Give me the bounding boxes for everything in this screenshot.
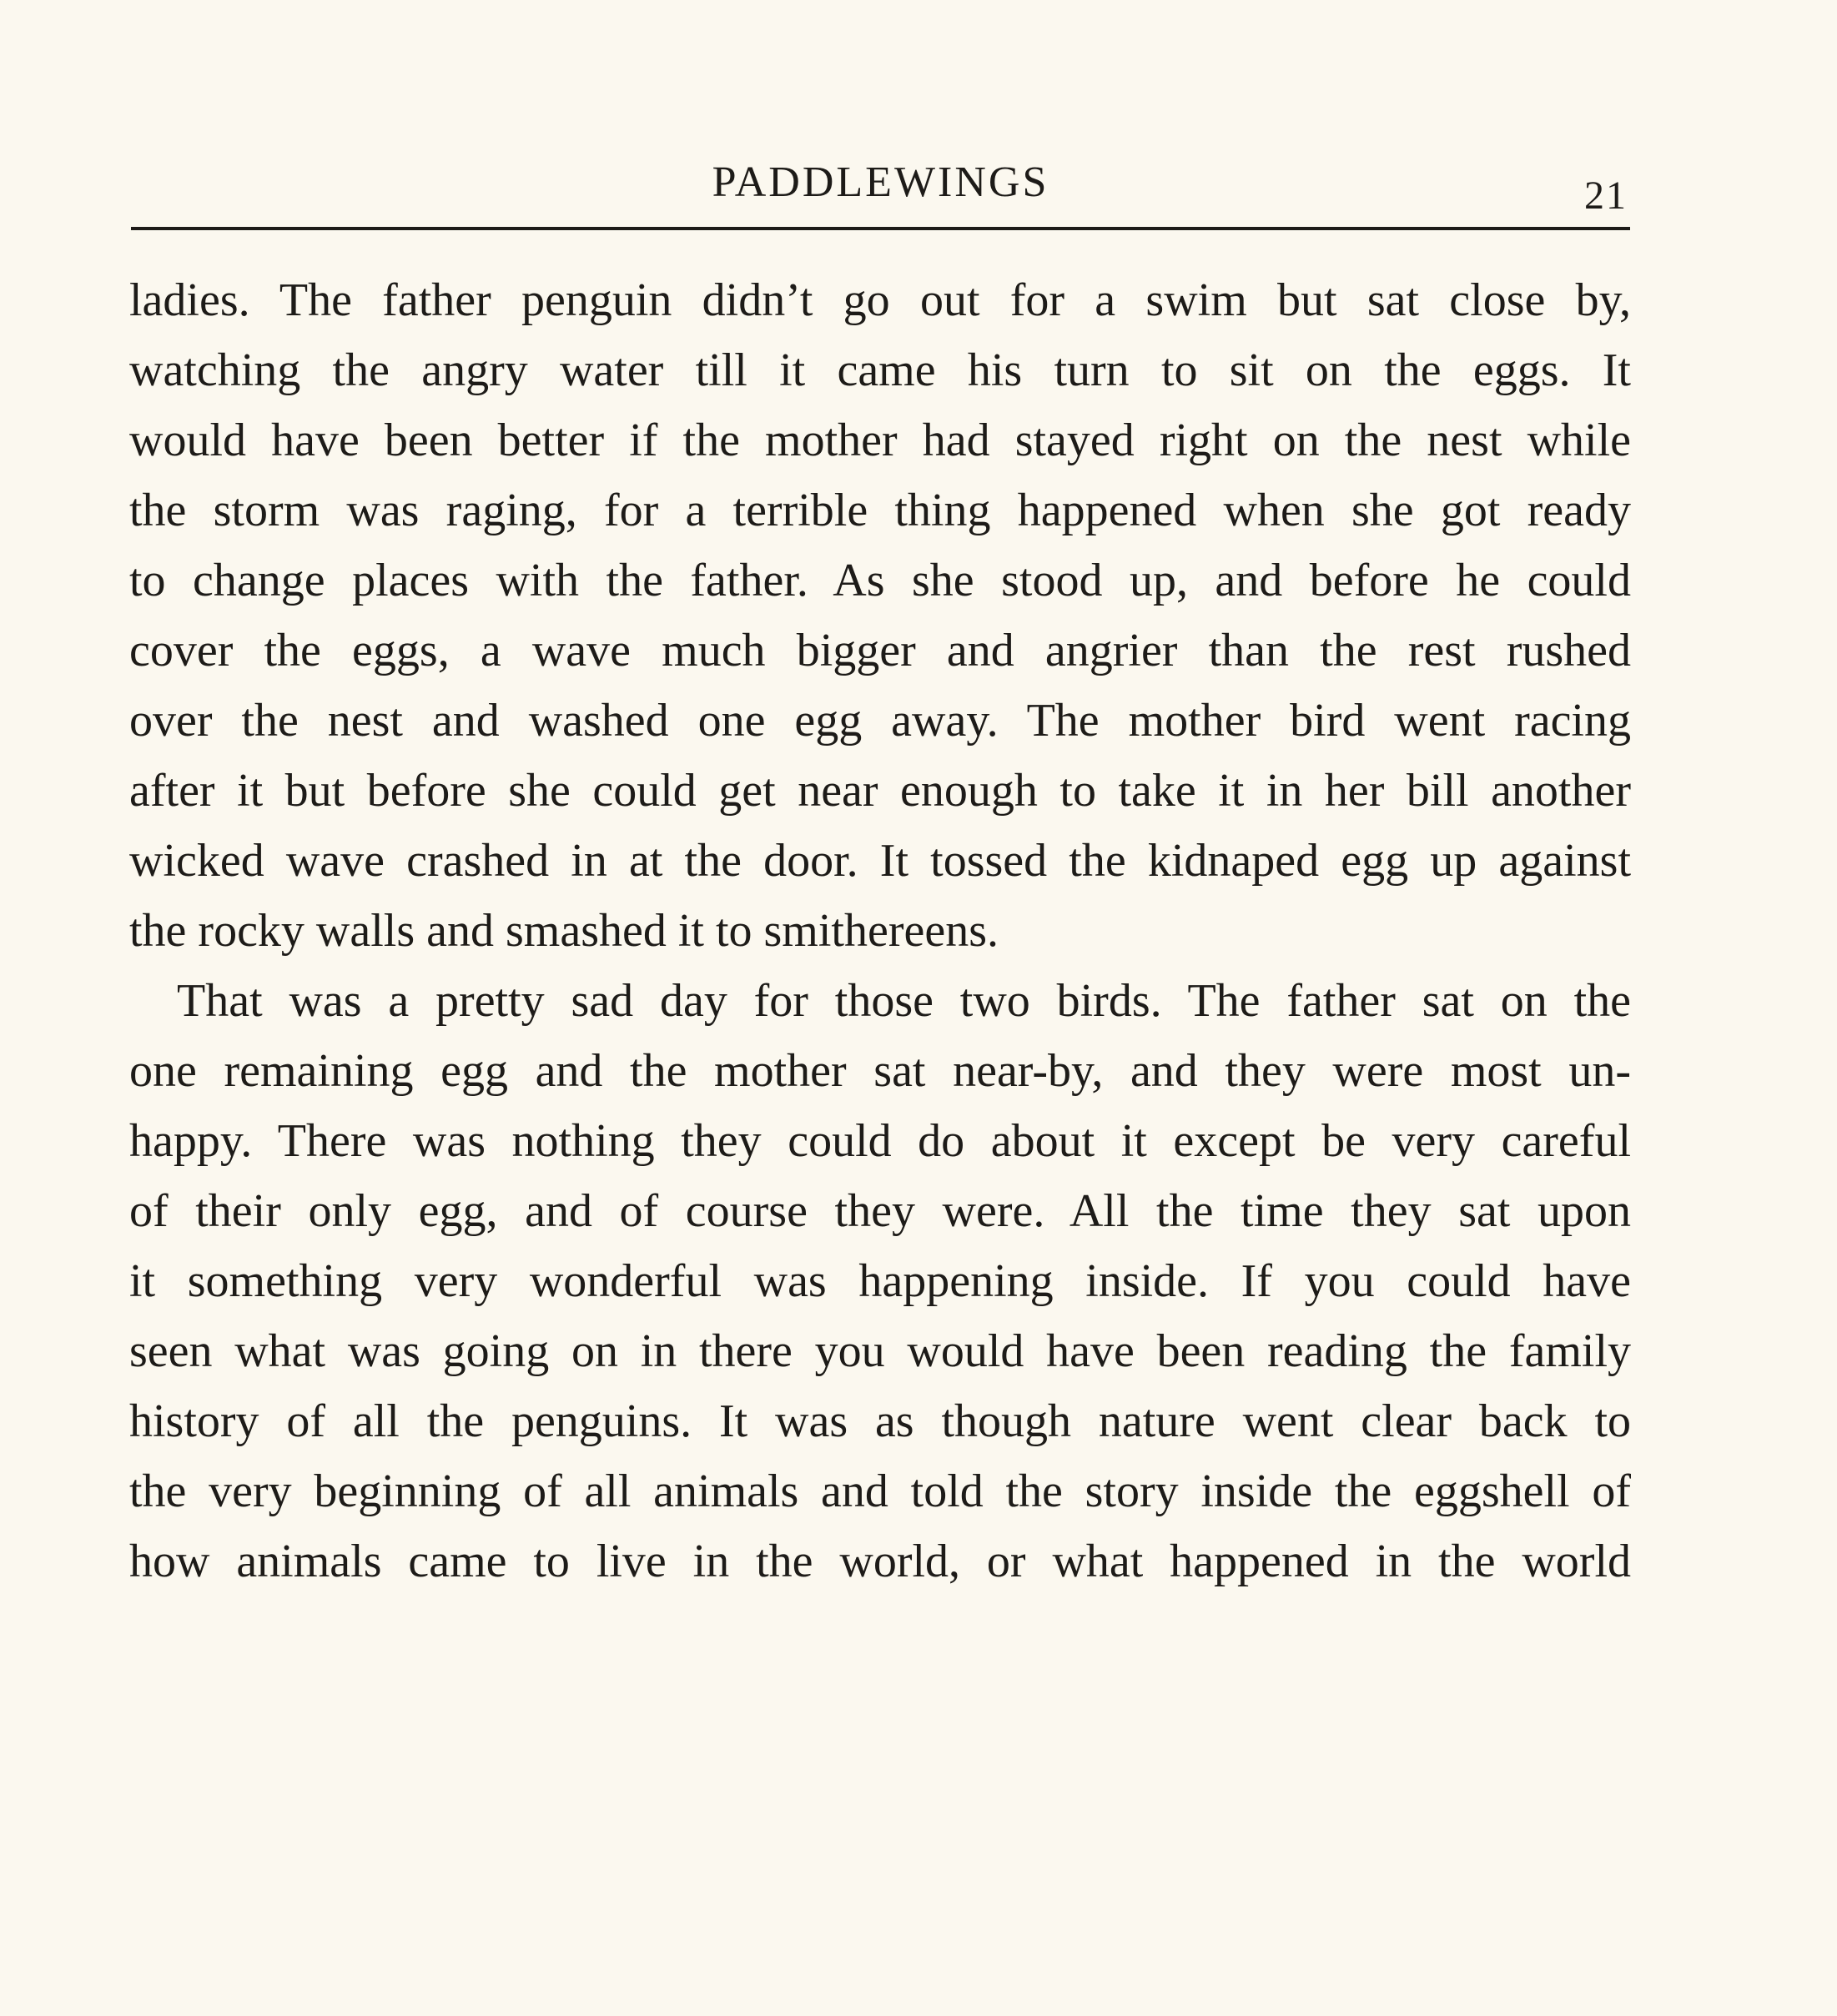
- text-line: how animals came to live in the world, or what happened in the world: [129, 1536, 1631, 1587]
- text-line: the very beginning of all animals and told the story inside the eggshell of: [129, 1465, 1631, 1517]
- text-line: one remaining egg and the mother sat near-by, and they were most un-: [129, 1045, 1631, 1097]
- text-line: after it but before she could get near enough to take it in her bill another: [129, 765, 1631, 817]
- book-title: PADDLEWINGS: [712, 158, 1049, 206]
- header-rule: [131, 227, 1630, 230]
- paragraph-last-line: the rocky walls and smashed it to smithereens.: [129, 905, 999, 957]
- text-line: it something very wonderful was happening inside. If you could have: [129, 1255, 1631, 1307]
- text-line: wicked wave crashed in at the door. It tossed the kidnaped egg up against: [129, 835, 1631, 887]
- text-line: would have been better if the mother had stayed right on the nest while: [129, 415, 1631, 466]
- paragraph-first-line: That was a pretty sad day for those two birds. The father sat on the: [177, 975, 1631, 1027]
- text-line: of their only egg, and of course they were. All the time they sat upon: [129, 1185, 1631, 1237]
- text-line: ladies. The father penguin didn’t go out for a swim but sat close by,: [129, 274, 1631, 326]
- running-head: [131, 154, 1630, 231]
- text-line: happy. There was nothing they could do about it except be very careful: [129, 1115, 1631, 1167]
- text-line: the storm was raging, for a terrible thing happened when she got ready: [129, 485, 1631, 536]
- text-line: watching the angry water till it came his turn to sit on the eggs. It: [129, 344, 1631, 396]
- text-line: over the nest and washed one egg away. The mother bird went racing: [129, 695, 1631, 747]
- text-line: seen what was going on in there you would have been reading the family: [129, 1325, 1631, 1377]
- page-number: 21: [1584, 173, 1628, 218]
- text-line: to change places with the father. As she stood up, and before he could: [129, 555, 1631, 606]
- text-line: cover the eggs, a wave much bigger and angrier than the rest rushed: [129, 625, 1631, 676]
- body-text: [129, 265, 1631, 1596]
- text-line: history of all the penguins. It was as though nature went clear back to: [129, 1395, 1631, 1447]
